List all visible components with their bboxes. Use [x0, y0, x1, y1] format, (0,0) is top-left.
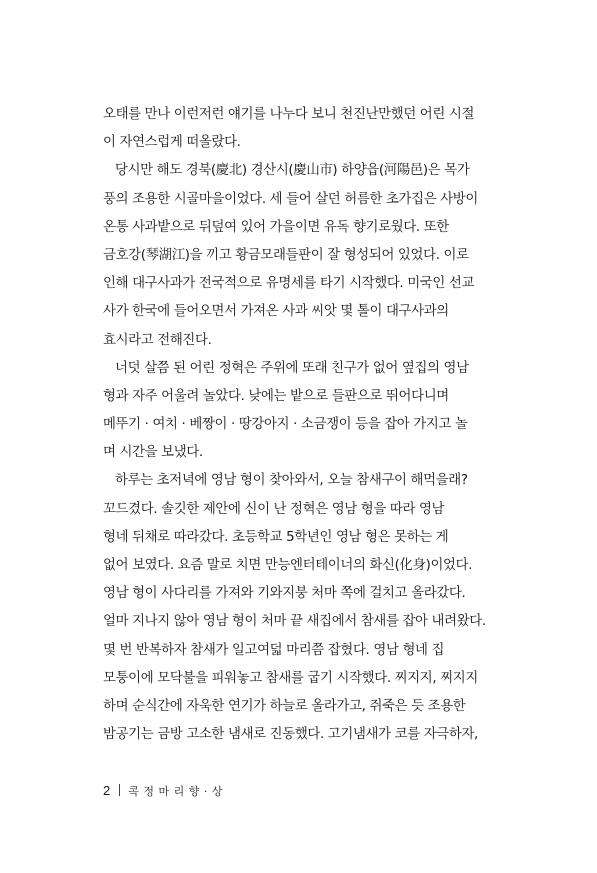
- text-line: 며 시간을 보냈다.: [103, 445, 203, 461]
- text-line: 얼마 지나지 않아 영남 형이 처마 끝 새집에서 참새를 잡아 내려왔다.: [103, 614, 486, 630]
- running-title: 콕 정 마 리 향 · 상: [128, 785, 223, 798]
- text-line: 금호강(琴湖江)을 끼고 황금모래들판이 잘 형성되어 있었다. 이로: [103, 247, 469, 263]
- text-line: 풍의 조용한 시골마을이었다. 세 들어 살던 허름한 초가집은 사방이: [103, 191, 478, 207]
- page-number: 2: [103, 783, 111, 798]
- text-line: 하며 순식간에 자욱한 연기가 하늘로 올라가고, 쥐죽은 듯 조용한: [103, 698, 466, 714]
- text-line: 하루는 초저녁에 영남 형이 찾아와서, 오늘 참새구이 해먹을래?: [115, 473, 468, 489]
- text-line: 온통 사과밭으로 뒤덮여 있어 가을이면 유독 향기로웠다. 또한: [103, 219, 449, 235]
- text-line: 당시만 해도 경북(慶北) 경산시(慶山市) 하양읍(河陽邑)은 목가: [115, 163, 470, 179]
- text-line: 몇 번 반복하자 참새가 일고여덟 마리쯤 잡혔다. 영남 형네 집: [103, 642, 445, 658]
- text-line: 꼬드겼다. 솔깃한 제안에 신이 난 정혁은 영남 형을 따라 영남: [103, 501, 445, 517]
- text-line: 모퉁이에 모닥불을 피워놓고 참새를 굽기 시작했다. 찌지지, 찌지지: [103, 670, 478, 686]
- text-line: 형과 자주 어울려 놀았다. 낮에는 밭으로 들판으로 뛰어다니며: [103, 388, 449, 404]
- text-line: 이 자연스럽게 떠올랐다.: [103, 135, 241, 151]
- paragraph-4: [103, 467, 493, 749]
- text-line: 너덧 살쯤 된 어린 정혁은 주위에 또래 친구가 없어 옆집의 영남: [115, 360, 469, 376]
- text-line: 인해 대구사과가 전국적으로 유명세를 타기 시작했다. 미국인 선교: [103, 276, 475, 292]
- page-footer: [103, 781, 223, 802]
- text-line: 형네 뒤채로 따라갔다. 초등학교 5학년인 영남 형은 못하는 게: [103, 529, 449, 545]
- text-line: 오태를 만나 이런저런 얘기를 나누다 보니 천진난만했던 어린 시절: [103, 107, 475, 122]
- paragraph-2: [103, 157, 493, 354]
- text-line: 사가 한국에 들어오면서 가져온 사과 씨앗 몇 톨이 대구사과의: [103, 304, 449, 320]
- paragraph-1: [103, 101, 493, 157]
- text-line: 메뚜기 · 여치 · 베짱이 · 땅강아지 · 소금쟁이 등을 잡아 가지고 놀: [103, 417, 468, 433]
- text-line: 없어 보였다. 요즘 말로 치면 만능엔터테이너의 화신(化身)이었다.: [103, 558, 473, 573]
- text-line: 효시라고 전해진다.: [103, 332, 212, 348]
- page-body: [103, 101, 493, 749]
- text-line: 영남 형이 사다리를 가져와 기와지붕 처마 쪽에 걸치고 올라갔다.: [103, 586, 466, 602]
- footer-divider: [119, 784, 120, 796]
- paragraph-3: [103, 355, 493, 468]
- text-line: 밤공기는 금방 고소한 냄새로 진동했다. 고기냄새가 코를 자극하자,: [103, 727, 478, 743]
